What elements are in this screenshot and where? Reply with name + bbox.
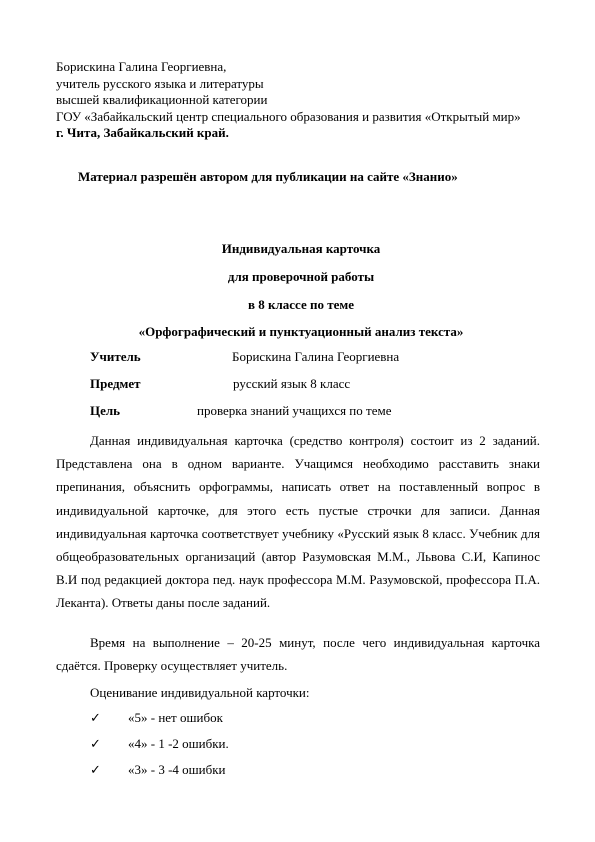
time-note-paragraph: Время на выполнение – 20-25 минут, после чего индивидуальная карточка сдаётся. Проверку осуществляет учитель. — [56, 635, 540, 674]
meta-teacher-value: Борискина Галина Георгиевна — [232, 349, 400, 364]
meta-subject-label: Предмет — [90, 376, 141, 391]
grading-item-text: «4» - 1 -2 ошибки. — [128, 736, 229, 751]
meta-goal-value: проверка знаний учащихся по теме — [197, 403, 392, 418]
author-organization: ГОУ «Забайкальский центр специального образования и развития «Открытый мир» — [56, 108, 521, 124]
author-city: г. Чита, Забайкальский край. — [56, 125, 229, 140]
meta-goal-label: Цель — [90, 403, 121, 418]
meta-teacher-label: Учитель — [90, 349, 141, 364]
author-block — [56, 59, 536, 142]
checkmark-icon: ✓ — [90, 736, 101, 751]
author-name: Борискина Галина Георгиевна, — [56, 59, 227, 74]
checkmark-icon: ✓ — [90, 762, 101, 777]
permission-note: Материал разрешён автором для публикации на сайте «Знанио» — [78, 169, 458, 184]
checkmark-icon: ✓ — [90, 710, 101, 725]
card-title-line-1: Индивидуальная карточка — [221, 241, 381, 256]
card-title-line-2: для проверочной работы — [227, 269, 375, 284]
description-paragraph: Данная индивидуальная карточка (средство контроля) состоит из 2 заданий. Представлена она в одном варианте. Учащимся необходимо расставить знаки препинания, объяснить орфограммы, написать ответ на поставленный вопрос в индивидуальной карточке, для этого есть пустые строчки для записи. Данная индивидуальная карточка соответствует учебнику «Русский язык 8 класс. Учебник для общеобразовательных организаций (автор Разумовская М.М., Львова С.И, Капинос В.И под редакцией доктора пед. наук профессора М.М. Разумовской, профессора П.А. Леканта). Ответы даны после заданий. — [56, 433, 540, 611]
meta-subject-value: русский язык 8 класс — [233, 376, 351, 391]
grading-item-text: «3» - 3 -4 ошибки — [128, 762, 226, 777]
grading-item-text: «5» - нет ошибок — [128, 710, 223, 725]
card-title-line-3: в 8 классе по теме — [247, 297, 355, 312]
grading-heading: Оценивание индивидуальной карточки: — [90, 685, 310, 700]
author-position: учитель русского языка и литературы — [56, 75, 264, 91]
author-category: высшей квалификационной категории — [56, 92, 268, 107]
card-title-topic: «Орфографический и пунктуационный анализ текста» — [138, 324, 464, 339]
